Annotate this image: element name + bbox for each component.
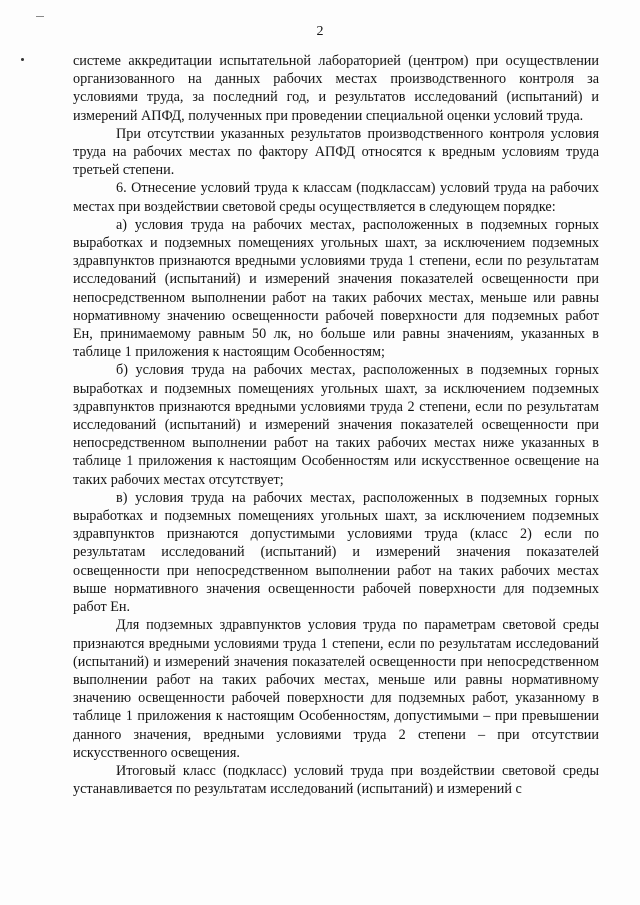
margin-dot [21,58,24,61]
paragraph-subitem-v: в) условия труда на рабочих местах, расположенных в подземных горных выработках и подземных помещениях угольных шахт, за исключением подземных здравпунктов признаются допустимыми условиями труда (класс 2) если по результатам исследований (испытаний) и измерений значения показателей освещенности при непосредственном выполнении работ на таких рабочих местах выше нормативного значения освещенности рабочей поверхности для подземных работ Eн. [73,489,599,616]
paragraph-subitem-b: б) условия труда на рабочих местах, расположенных в подземных горных выработках и подземных помещениях угольных шахт, за исключением подземных здравпунктов признаются вредными условиями труда 2 степени, если по результатам исследований (испытаний) и измерений значения показателей освещенности при непосредственном выполнении работ на таких рабочих местах ниже указанных в таблице 1 приложения к настоящим Особенностям или искусственное освещение на таких рабочих местах отсутствует; [73,362,599,488]
paragraph-item-6: 6. Отнесение условий труда к классам (подклассам) условий труда на рабочих местах при воздействии световой среды осуществляется в следующем порядке: [73,180,599,215]
paragraph-continuation: системе аккредитации испытательной лабораторией (центром) при осуществлении организованного на данных рабочих местах производственного контроля за условиями труда, за последний год, и результатов исследований (испытаний) и измерений АПФД, полученных при проведении специальной оценки условий труда. [73,53,599,124]
paragraph: При отсутствии указанных результатов производственного контроля условия труда на рабочих местах по фактору АПФД относятся к вредным условиям труда третьей степени. [73,125,599,179]
paragraph: Для подземных здравпунктов условия труда по параметрам световой среды признаются вредными условиями труда 1 степени, если по результатам исследований (испытаний) и измерений значения показателей освещенности при непосредственном выполнении работ на таких рабочих местах, меньше или равны нормативному значению освещенности рабочей поверхности для подземных работ, указанному в таблице 1 приложения к настоящим Особенностям, допустимыми – при превышении данного значения, вредными условиями труда 2 степени – при отсутствии искусственного освещения. [73,617,599,761]
margin-mark [36,16,44,17]
paragraph-subitem-a: а) условия труда на рабочих местах, расположенных в подземных горных выработках и подземных помещениях угольных шахт, за исключением подземных здравпунктов признаются вредными условиями труда 1 степени, если по результатам исследований (испытаний) и измерений значения показателей освещенности при непосредственном выполнении работ на таких рабочих местах, меньше или равны нормативному значению освещенности рабочей поверхности для подземных работ Eн, принимаемому равным 50 лк, но больше или равны значениям, указанных в таблице 1 приложения к настоящим Особенностям; [73,216,599,361]
document-body [73,52,599,798]
page-number: 2 [316,24,324,39]
paragraph: Итоговый класс (подкласс) условий труда при воздействии световой среды устанавливается по результатам исследований (испытаний) и измерений с [73,762,599,798]
